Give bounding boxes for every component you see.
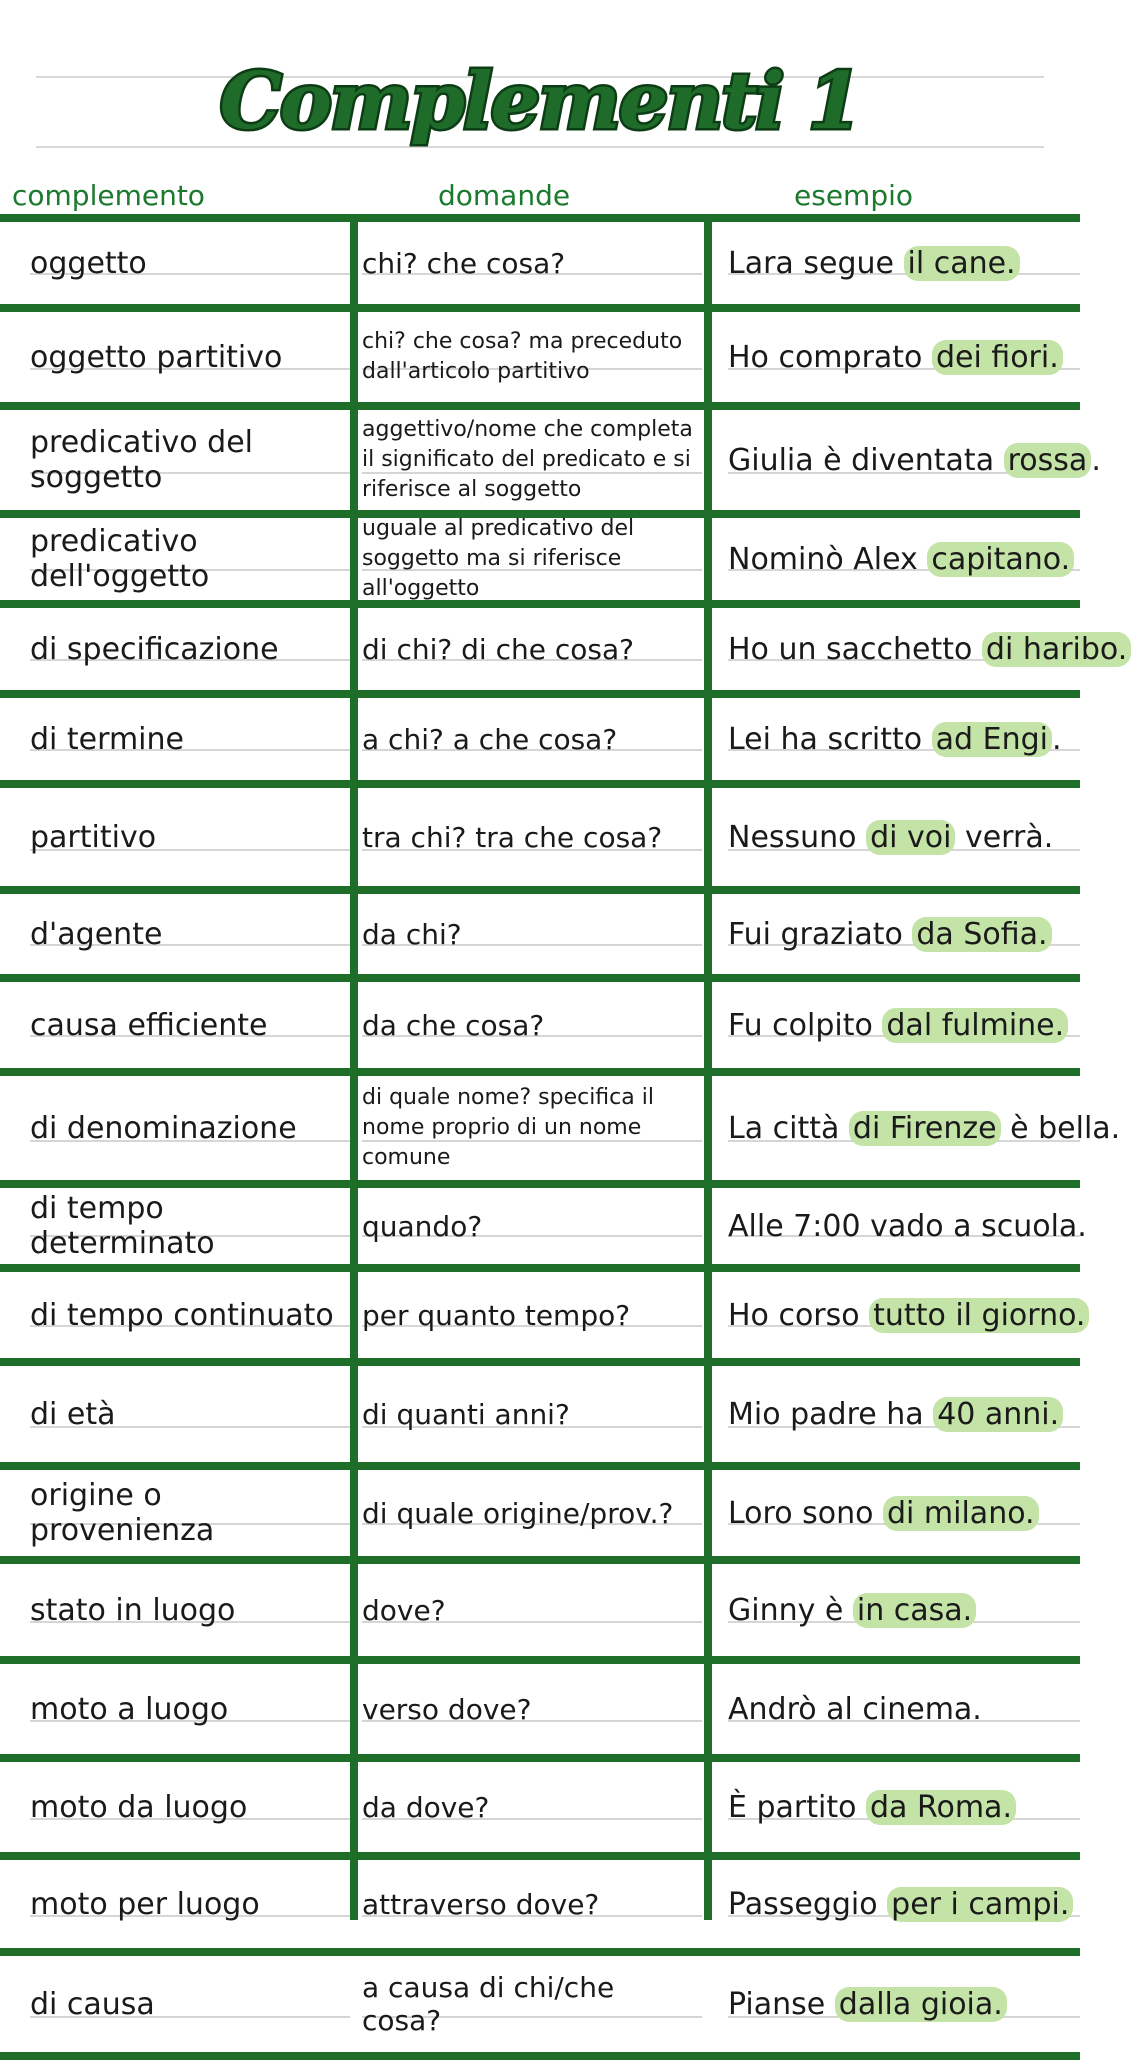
domanda-cell <box>362 410 702 510</box>
complemento-cell <box>30 312 350 402</box>
esempio-cell <box>728 788 1080 886</box>
complemento-cell <box>30 1762 350 1852</box>
complemento-text: moto da luogo <box>30 1789 248 1825</box>
table-row <box>0 1762 1080 1852</box>
table-row-divider <box>0 1462 1080 1470</box>
domanda-cell <box>362 1860 702 1948</box>
esempio-cell <box>728 894 1080 974</box>
complemento-cell <box>30 410 350 510</box>
domanda-cell <box>362 1272 702 1358</box>
complemento-text: di tempo continuato <box>30 1297 334 1333</box>
complemento-text: di età <box>30 1396 116 1432</box>
table-row-divider <box>0 1068 1080 1076</box>
complemento-cell <box>30 894 350 974</box>
complemento-text: origine o provenienza <box>30 1478 215 1548</box>
header-domande: domande <box>438 179 571 212</box>
domanda-cell <box>362 1664 702 1754</box>
table-row <box>0 1188 1087 1264</box>
esempio-cell <box>728 1366 1080 1462</box>
table-row-divider <box>0 1656 1080 1664</box>
table-row-divider <box>0 1948 1080 1956</box>
table-row-divider <box>0 1264 1080 1272</box>
table-row-divider <box>0 1556 1080 1564</box>
domanda-cell <box>362 1076 702 1180</box>
esempio-post: verrà. <box>955 819 1054 855</box>
esempio-highlight: dal fulmine. <box>882 1008 1068 1043</box>
domanda-text: aggettivo/nome che completa il significato del predicato e si riferisce al soggetto <box>362 417 693 502</box>
esempio-text <box>728 1887 1073 1922</box>
domanda-cell <box>362 982 702 1068</box>
complemento-text: di termine <box>30 721 184 757</box>
esempio-highlight: di milano. <box>883 1496 1039 1531</box>
table-row <box>0 894 1080 974</box>
domanda-text: a causa di chi/che cosa? <box>362 1971 615 2037</box>
table-row-divider <box>0 1180 1080 1188</box>
complemento-text: predicativo del soggetto <box>30 425 254 495</box>
table-row <box>0 1564 1080 1656</box>
complemento-cell <box>30 608 350 690</box>
complemento-text: oggetto <box>30 245 147 281</box>
esempio-pre: Passeggio <box>728 1886 888 1922</box>
header-esempio: esempio <box>794 179 913 212</box>
esempio-highlight: di haribo. <box>982 632 1131 667</box>
complemento-cell <box>30 222 350 304</box>
esempio-text <box>728 1987 1007 2022</box>
table-row-divider <box>0 1852 1080 1860</box>
table-row <box>0 1860 1080 1948</box>
esempio-highlight: tutto il giorno. <box>869 1298 1089 1333</box>
esempio-text <box>728 246 1020 281</box>
complemento-cell <box>30 698 350 780</box>
esempio-text <box>728 1692 982 1727</box>
esempio-pre: Fu colpito <box>728 1007 883 1043</box>
esempio-pre: Mio padre ha <box>728 1396 934 1432</box>
complemento-cell <box>30 982 350 1068</box>
domanda-text: di quanti anni? <box>362 1397 570 1431</box>
esempio-highlight: rossa <box>1004 443 1092 478</box>
table-row <box>0 410 1101 510</box>
esempio-highlight: in casa. <box>853 1593 976 1628</box>
complemento-cell <box>30 1470 350 1556</box>
esempio-text <box>728 917 1052 952</box>
domanda-text: chi? che cosa? ma preceduto dall'articolo partitivo <box>362 329 683 384</box>
esempio-text <box>728 820 1053 855</box>
complemento-cell <box>30 1076 350 1180</box>
domanda-text: quando? <box>362 1209 483 1243</box>
table-row <box>0 1664 1080 1754</box>
complemento-text: predicativo dell'oggetto <box>30 524 210 594</box>
esempio-text <box>728 1111 1120 1146</box>
esempio-pre: Ho un sacchetto <box>728 631 982 667</box>
complemento-cell <box>30 1564 350 1656</box>
domanda-cell <box>362 1956 702 2052</box>
complemento-text: causa efficiente <box>30 1007 268 1043</box>
esempio-text <box>728 1008 1068 1043</box>
esempio-pre: Loro sono <box>728 1495 883 1531</box>
complemento-cell <box>30 518 350 600</box>
domanda-text: chi? che cosa? <box>362 246 566 280</box>
table-row <box>0 312 1080 402</box>
domanda-cell <box>362 1470 702 1556</box>
esempio-cell <box>728 1564 1080 1656</box>
esempio-highlight: dalla gioia. <box>835 1987 1007 2022</box>
page-title: Complementi 1 <box>219 56 861 147</box>
esempio-text <box>728 632 1131 667</box>
esempio-text <box>728 443 1101 478</box>
esempio-post: . <box>1051 721 1062 757</box>
esempio-pre: La città <box>728 1110 849 1146</box>
table-row-divider <box>0 304 1080 312</box>
table-row-divider <box>0 974 1080 982</box>
table-row-divider <box>0 2052 1080 2060</box>
esempio-text <box>728 722 1062 757</box>
domanda-cell <box>362 1188 702 1264</box>
esempio-cell <box>728 608 1128 690</box>
esempio-highlight: dei fiori. <box>932 340 1063 375</box>
esempio-text <box>728 1593 976 1628</box>
esempio-cell <box>728 222 1080 304</box>
esempio-text <box>728 1790 1016 1825</box>
esempio-highlight: da Roma. <box>866 1790 1016 1825</box>
table-row <box>0 698 1080 780</box>
esempio-pre: Pianse <box>728 1986 835 2022</box>
complemento-cell <box>30 1272 350 1358</box>
complemento-cell <box>30 1366 350 1462</box>
complemento-cell <box>30 788 350 886</box>
esempio-highlight: di Firenze <box>849 1111 1001 1146</box>
esempio-cell <box>728 410 1101 510</box>
complemento-text: d'agente <box>30 916 163 952</box>
domanda-text: attraverso dove? <box>362 1887 600 1921</box>
domanda-text: di quale nome? specifica il nome proprio di un nome comune <box>362 1085 654 1170</box>
complemento-cell <box>30 1664 350 1754</box>
esempio-cell <box>728 982 1080 1068</box>
complemento-cell <box>30 1956 350 2052</box>
column-divider <box>704 214 712 1920</box>
table-row-divider <box>0 402 1080 410</box>
esempio-highlight: da Sofia. <box>912 917 1051 952</box>
domanda-text: da dove? <box>362 1790 490 1824</box>
table-row <box>0 1076 1121 1180</box>
domanda-cell <box>362 698 702 780</box>
esempio-cell <box>728 1956 1080 2052</box>
esempio-pre: Ginny è <box>728 1592 853 1628</box>
esempio-highlight: per i campi. <box>887 1887 1073 1922</box>
esempio-text <box>728 1496 1039 1531</box>
complemento-text: moto per luogo <box>30 1886 260 1922</box>
complemento-cell <box>30 1188 350 1264</box>
table-row <box>0 788 1080 886</box>
table-row-divider <box>0 690 1080 698</box>
table-row-divider <box>0 214 1080 222</box>
esempio-cell <box>728 1188 1087 1264</box>
esempio-pre: Ho comprato <box>728 339 932 375</box>
esempio-cell <box>728 1664 1080 1754</box>
table-row <box>0 982 1080 1068</box>
esempio-highlight: il cane. <box>904 246 1020 281</box>
complemento-text: di specificazione <box>30 631 279 667</box>
table-row-divider <box>0 1754 1080 1762</box>
domanda-text: per quanto tempo? <box>362 1298 631 1332</box>
esempio-pre: Lei ha scritto <box>728 721 932 757</box>
esempio-cell <box>728 518 1080 600</box>
esempio-post: è bella. <box>1000 1110 1121 1146</box>
esempio-post: . <box>1091 442 1101 478</box>
domanda-cell <box>362 1564 702 1656</box>
esempio-cell <box>728 1860 1080 1948</box>
domanda-text: di quale origine/prov.? <box>362 1496 674 1530</box>
table-row <box>0 222 1080 304</box>
domanda-cell <box>362 222 702 304</box>
complemento-text: partitivo <box>30 819 157 855</box>
table-row <box>0 1470 1080 1556</box>
esempio-pre: Fui graziato <box>728 916 913 952</box>
esempio-pre: È partito <box>728 1789 867 1825</box>
esempio-highlight: di voi <box>866 820 955 855</box>
complemento-text: oggetto partitivo <box>30 339 283 375</box>
esempio-text <box>728 1209 1087 1244</box>
domanda-cell <box>362 608 702 690</box>
esempio-text <box>728 1397 1063 1432</box>
domanda-cell <box>362 1762 702 1852</box>
table-row-divider <box>0 1358 1080 1366</box>
complemento-text: di tempo determinato <box>30 1191 215 1261</box>
esempio-cell <box>728 312 1080 402</box>
complemento-text: stato in luogo <box>30 1592 236 1628</box>
column-divider <box>350 214 358 1920</box>
esempio-text <box>728 542 1074 577</box>
domanda-text: di chi? di che cosa? <box>362 632 634 666</box>
domanda-text: tra chi? tra che cosa? <box>362 820 663 854</box>
domanda-text: dove? <box>362 1593 446 1627</box>
esempio-pre: Andrò al cinema. <box>728 1691 982 1727</box>
table-row-divider <box>0 780 1080 788</box>
domanda-cell <box>362 894 702 974</box>
domanda-cell <box>362 1366 702 1462</box>
domanda-cell <box>362 788 702 886</box>
table-row <box>0 518 1080 600</box>
domanda-text: da che cosa? <box>362 1008 545 1042</box>
table-row-divider <box>0 886 1080 894</box>
complemento-text: di causa <box>30 1986 155 2022</box>
esempio-cell <box>728 1762 1080 1852</box>
domanda-cell <box>362 312 702 402</box>
domanda-text: uguale al predicativo del soggetto ma si riferisce all'oggetto <box>362 516 635 601</box>
esempio-text <box>728 1298 1089 1333</box>
esempio-pre: Nominò Alex <box>728 541 928 577</box>
esempio-cell <box>728 698 1080 780</box>
table-row <box>0 1272 1086 1358</box>
domanda-text: a chi? a che cosa? <box>362 722 618 756</box>
complemento-text: moto a luogo <box>30 1691 229 1727</box>
esempio-cell <box>728 1272 1086 1358</box>
header-complemento: complemento <box>12 179 205 212</box>
esempio-highlight: ad Engi <box>932 722 1052 757</box>
esempio-pre: Alle 7:00 vado a scuola. <box>728 1208 1087 1244</box>
complemento-text: di denominazione <box>30 1110 297 1146</box>
domanda-text: da chi? <box>362 917 462 951</box>
esempio-cell <box>728 1470 1080 1556</box>
complemento-cell <box>30 1860 350 1948</box>
table-row <box>0 608 1128 690</box>
esempio-pre: Lara segue <box>728 245 904 281</box>
esempio-highlight: 40 anni. <box>933 1397 1063 1432</box>
esempio-pre: Ho corso <box>728 1297 870 1333</box>
table-row <box>0 1956 1080 2052</box>
esempio-cell <box>728 1076 1121 1180</box>
esempio-highlight: capitano. <box>927 542 1074 577</box>
domanda-cell <box>362 518 702 600</box>
esempio-pre: Nessuno <box>728 819 867 855</box>
esempio-pre: Giulia è diventata <box>728 442 1004 478</box>
esempio-text <box>728 340 1063 375</box>
table-row <box>0 1366 1080 1462</box>
domanda-text: verso dove? <box>362 1692 532 1726</box>
